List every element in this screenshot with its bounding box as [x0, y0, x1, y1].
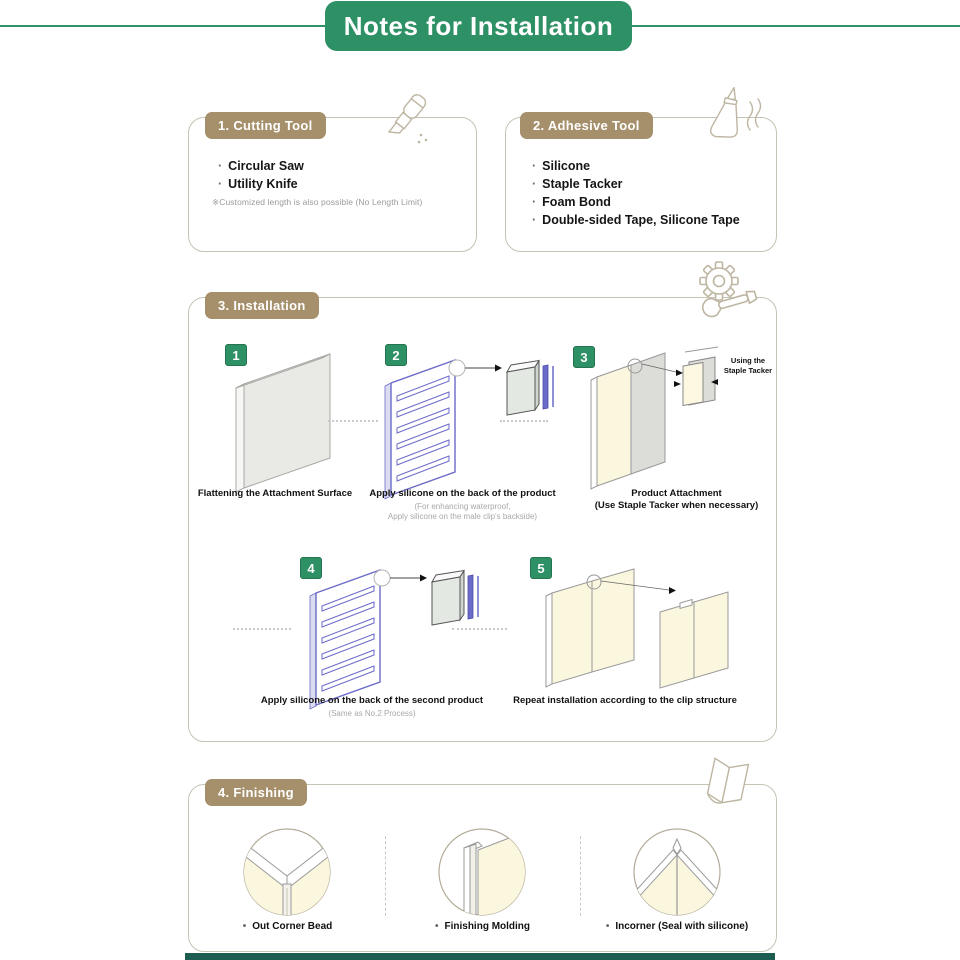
step4-silicone-illustration: [308, 560, 493, 710]
adhesive-tool-list: [532, 157, 740, 229]
list-item-label: Double-sided Tape, Silicone Tape: [542, 213, 740, 227]
caption-sub: (For enhancing waterproof,: [414, 502, 511, 511]
caption-sub: (Use Staple Tacker when necessary): [594, 500, 759, 511]
annotation-line: Staple Tacker: [723, 365, 773, 375]
gear-wrench-icon: [692, 258, 758, 326]
dashed-separator: [580, 836, 581, 916]
finishing-item-label: [395, 921, 570, 932]
bullet-dot: ·: [218, 177, 223, 191]
finishing-item-text: Finishing Molding: [444, 921, 531, 932]
cutting-tool-note: ※Customized length is also possible (No Length Limit): [212, 197, 423, 207]
caption-sub: (Same as No.2 Process): [328, 709, 416, 718]
bullet-dot: •: [605, 921, 610, 932]
finishing-item-text: Out Corner Bead: [252, 921, 333, 932]
bullet-dot: •: [434, 921, 439, 932]
list-item-label: Utility Knife: [228, 177, 298, 191]
adhesive-tool-label: 2. Adhesive Tool: [520, 112, 653, 139]
step5-repeat-illustration: [540, 562, 740, 694]
list-item: [218, 175, 304, 193]
step4-caption: [252, 695, 492, 719]
bullet-dot: •: [242, 921, 247, 932]
step-badge-3: 3: [573, 346, 595, 368]
step-badge-5: 5: [530, 557, 552, 579]
list-item-label: Foam Bond: [542, 195, 611, 209]
bullet-dot: ·: [532, 159, 537, 173]
list-item: [532, 157, 740, 175]
step-badge-4: 4: [300, 557, 322, 579]
dotted-separator: [452, 628, 507, 630]
bullet-dot: ·: [218, 159, 223, 173]
list-item: [218, 157, 304, 175]
caption-sub: Apply silicone on the male clip's backside): [387, 512, 538, 521]
annotation-line: Using the: [730, 356, 766, 365]
step3-caption: [578, 488, 775, 512]
step1-panel-illustration: [228, 348, 343, 498]
finishing-item-label: [200, 921, 375, 932]
finishing-molding-illustration: [432, 822, 532, 922]
installation-label: 3. Installation: [205, 292, 319, 319]
dashed-separator: [385, 836, 386, 916]
step2-caption: [355, 488, 570, 522]
caption-main: Product Attachment: [631, 488, 722, 499]
cutting-tool-list: [218, 157, 304, 193]
incorner-illustration: [627, 822, 727, 922]
list-item-label: Staple Tacker: [542, 177, 623, 191]
caption-main: Apply silicone on the back of the second product: [260, 695, 484, 706]
dotted-separator: [328, 420, 378, 422]
bullet-dot: ·: [532, 195, 537, 209]
footer-bar: [185, 953, 775, 960]
list-item: [532, 175, 740, 193]
cutting-tool-label: 1. Cutting Tool: [205, 112, 326, 139]
step-badge-1: 1: [225, 344, 247, 366]
bullet-dot: ·: [532, 177, 537, 191]
list-item: [532, 193, 740, 211]
out-corner-bead-illustration: [237, 822, 337, 922]
list-item-label: Silicone: [542, 159, 591, 173]
finishing-item-text: Incorner (Seal with silicone): [615, 921, 749, 932]
step3-annotation: [722, 356, 774, 375]
list-item-label: Circular Saw: [228, 159, 304, 173]
corner-bead-icon: [702, 756, 758, 812]
step2-silicone-illustration: [383, 350, 568, 500]
silicone-tube-icon: [698, 86, 764, 150]
step5-caption: Repeat installation according to the clip structure: [513, 695, 737, 706]
utility-knife-icon: [374, 90, 438, 152]
step1-caption: Flattening the Attachment Surface: [197, 488, 353, 499]
step-badge-2: 2: [385, 344, 407, 366]
caption-main: Apply silicone on the back of the product: [369, 488, 556, 499]
dotted-separator: [233, 628, 291, 630]
page-title: Notes for Installation: [325, 1, 632, 51]
list-item: [532, 211, 740, 229]
finishing-label: 4. Finishing: [205, 779, 307, 806]
finishing-item-label: [572, 921, 782, 932]
dotted-separator: [500, 420, 548, 422]
bullet-dot: ·: [532, 213, 537, 227]
step3-attachment-illustration: [585, 340, 720, 490]
